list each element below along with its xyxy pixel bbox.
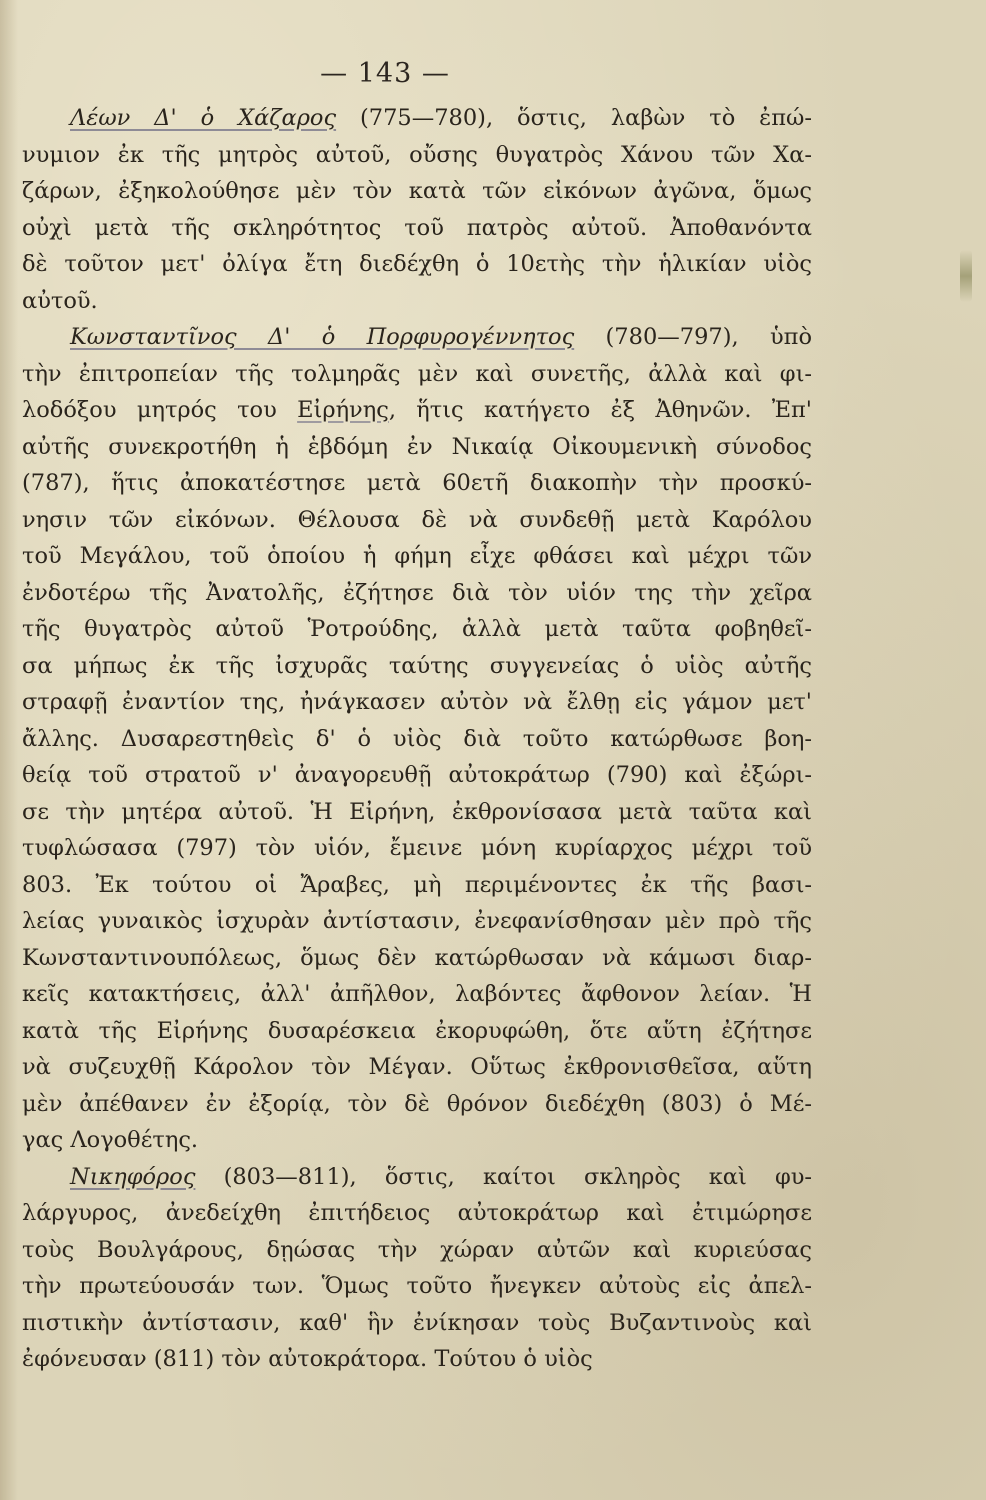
text-line: λείας γυναικὸς ἰσχυρὰν ἀντίστασιν, ἐνεφανίσθησαν μὲν πρὸ τῆς — [22, 908, 812, 934]
text-line: κεῖς κατακτήσεις, ἀλλ' ἀπῆλθον, λαβόντες ἄφθονον λείαν. Ἡ — [22, 981, 812, 1007]
page-number: — 143 — — [320, 58, 450, 89]
text-line: τυφλώσασα (797) τὸν υἱόν, ἔμεινε μόνη κυρίαρχος μέχρι τοῦ — [22, 835, 812, 861]
text-line: Κωνσταντινουπόλεως, ὅμως δὲν κατώρθωσαν νὰ κάμωσι διαρ- — [22, 944, 812, 971]
paragraph-2-line-1 — [22, 319, 812, 356]
text-fragment: , ἥτις κατήγετο ἐξ Ἀθηνῶν. Ἐπ' — [388, 397, 812, 423]
paragraph-3-line-1 — [22, 1159, 812, 1196]
body-text — [22, 100, 812, 1378]
text-line: αὐτοῦ. — [22, 287, 98, 314]
text-line: σε τὴν μητέρα αὐτοῦ. Ἡ Εἰρήνη, ἐκθρονίσασα μετὰ ταῦτα καὶ — [22, 798, 812, 825]
paragraph-2-heading: Κωνσταντῖνος Δ' ὁ Πορφυρογέννητος — [70, 324, 575, 350]
text-line: τὴν ἐπιτροπείαν τῆς τολμηρᾶς μὲν καὶ συνετῆς, ἀλλὰ καὶ φι- — [22, 360, 812, 387]
text-line: μὲν ἀπέθανεν ἐν ἐξορίᾳ, τὸν δὲ θρόνον διεδέχθη (803) ὁ Μέ- — [22, 1090, 812, 1117]
text-line: τοὺς Βουλγάρους, δῃώσας τὴν χώραν αὐτῶν καὶ κυριεύσας — [22, 1236, 812, 1263]
text-line: νησιν τῶν εἰκόνων. Θέλουσα δὲ νὰ συνδεθῇ μετὰ Καρόλου — [22, 506, 812, 533]
paragraph-2-line-3 — [22, 392, 812, 429]
text-line: κατὰ τῆς Εἰρήνης δυσαρέσκεια ἐκορυφώθη, ὅτε αὕτη ἐζήτησε — [22, 1017, 812, 1044]
text-line: γας Λογοθέτης. — [22, 1127, 199, 1153]
text-line: στραφῇ ἐναντίον της, ἠνάγκασεν αὐτὸν νὰ ἔλθῃ εἰς γάμον μετ' — [22, 689, 812, 715]
text-line: πιστικὴν ἀντίστασιν, καθ' ἣν ἐνίκησαν τοὺς Βυζαντινοὺς καὶ — [22, 1309, 812, 1336]
paragraph-1-heading: Λέων Δ' ὁ Χάζαρος — [70, 105, 337, 131]
text-line: νυμιον ἐκ τῆς μητρὸς αὐτοῦ, οὔσης θυγατρὸς Χάνου τῶν Χα- — [22, 141, 812, 168]
text-line: (775—780), ὅστις, λαβὼν τὸ ἐπώ- — [336, 105, 812, 131]
text-line: οὐχὶ μετὰ τῆς σκληρότητος τοῦ πατρὸς αὐτοῦ. Ἀποθανόντα — [22, 214, 812, 241]
text-line: δὲ τοῦτον μετ' ὀλίγα ἔτη διεδέχθη ὁ 10ετὴς τὴν ἡλικίαν υἱὸς — [22, 251, 812, 277]
underlined-name: Εἰρήνης — [297, 397, 389, 423]
text-line: νὰ συζευχθῇ Κάρολον τὸν Μέγαν. Οὕτως ἐκθρονισθεῖσα, αὕτη — [22, 1054, 812, 1080]
text-line: θείᾳ τοῦ στρατοῦ ν' ἀναγορευθῇ αὐτοκράτωρ (790) καὶ ἐξώρι- — [22, 762, 812, 788]
text-line: αὐτῆς συνεκροτήθη ἡ ἑβδόμη ἐν Νικαίᾳ Οἰκουμενικὴ σύνοδος — [22, 433, 812, 460]
page-edge-shading — [0, 0, 18, 1500]
text-line: ἐφόνευσαν (811) τὸν αὐτοκράτορα. Τούτου ὁ υἱὸς — [22, 1346, 593, 1372]
text-line: σα μήπως ἐκ τῆς ἰσχυρᾶς ταύτης συγγενείας ὁ υἱὸς αὐτῆς — [22, 652, 812, 679]
text-line: ἐνδοτέρω τῆς Ἀνατολῆς, ἐζήτησε διὰ τὸν υἱόν της τὴν χεῖρα — [22, 579, 812, 606]
paragraph-3-heading: Νικηφόρος — [70, 1163, 196, 1190]
text-line: λάργυρος, ἀνεδείχθη ἐπιτήδειος αὐτοκράτωρ καὶ ἐτιμώρησε — [22, 1200, 812, 1226]
text-line: ἄλλης. Δυσαρεστηθεὶς δ' ὁ υἱὸς διὰ τοῦτο κατώρθωσε βοη- — [22, 725, 812, 752]
text-line: τὴν πρωτεύουσάν των. Ὅμως τοῦτο ἤνεγκεν αὐτοὺς εἰς ἀπελ- — [22, 1273, 812, 1299]
margin-stain — [960, 250, 972, 302]
text-line: (787), ἥτις ἀποκατέστησε μετὰ 60ετῆ διακοπὴν τὴν προσκύ- — [22, 470, 812, 496]
text-fragment: λοδόξου μητρός του — [22, 397, 298, 423]
text-line: (803—811), ὅστις, καίτοι σκληρὸς καὶ φυ- — [195, 1163, 812, 1190]
text-line: τοῦ Μεγάλου, τοῦ ὁποίου ἡ φήμη εἶχε φθάσει καὶ μέχρι τῶν — [22, 543, 812, 569]
text-line: ζάρων, ἐξηκολούθησε μὲν τὸν κατὰ τῶν εἰκόνων ἀγῶνα, ὅμως — [22, 178, 812, 204]
text-line: (780—797), ὑπὸ — [574, 324, 812, 350]
text-line: 803. Ἐκ τούτου οἱ Ἄραβες, μὴ περιμένοντες ἐκ τῆς βασι- — [22, 871, 812, 898]
text-line: τῆς θυγατρὸς αὐτοῦ Ῥοτρούδης, ἀλλὰ μετὰ ταῦτα φοβηθεῖ- — [22, 616, 812, 642]
paragraph-1-line-1 — [22, 100, 812, 137]
